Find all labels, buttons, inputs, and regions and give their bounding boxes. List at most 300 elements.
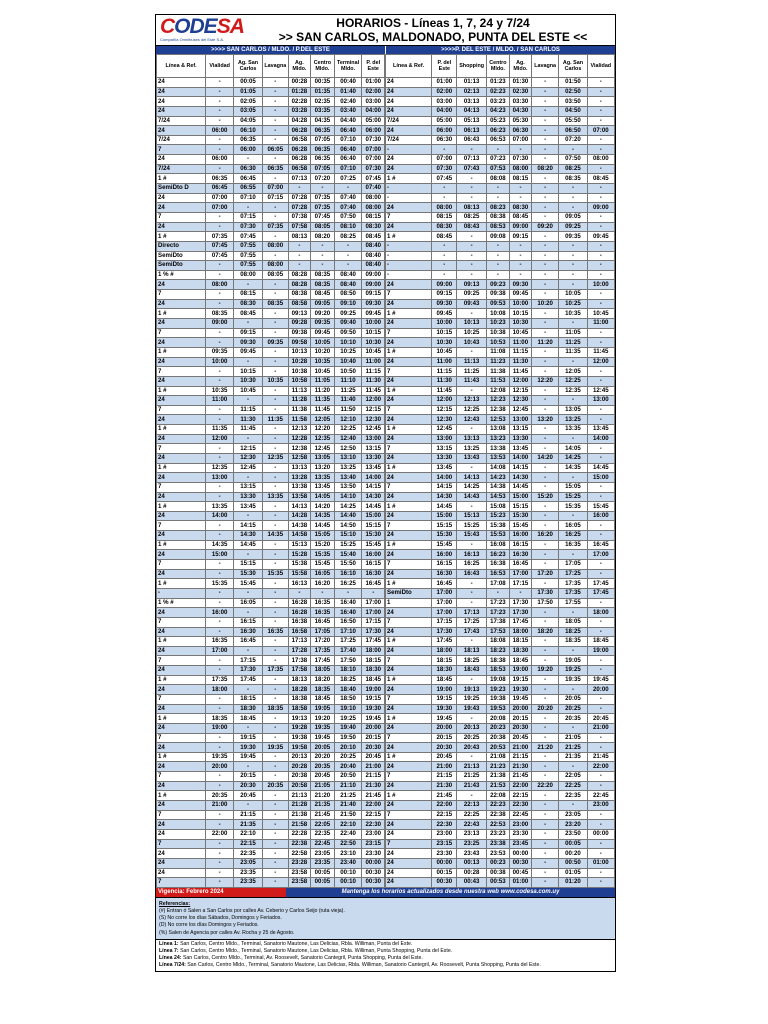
time-cell: - <box>262 511 288 521</box>
time-cell: 01:23 <box>486 78 509 88</box>
time-cell: 22:35 <box>311 829 335 839</box>
time-cell: 18:05 <box>559 617 587 627</box>
time-cell: 16:00 <box>206 608 234 618</box>
time-cell: 06:53 <box>486 135 509 145</box>
time-cell: 10:30 <box>234 376 263 386</box>
time-cell: 06:35 <box>311 126 335 136</box>
table-row <box>386 405 615 415</box>
table-row <box>386 97 615 107</box>
time-cell: - <box>587 415 614 425</box>
time-cell: - <box>559 511 587 521</box>
time-cell: 00:30 <box>362 868 385 878</box>
table-row <box>386 212 615 222</box>
time-cell: - <box>587 116 614 126</box>
time-cell: 12:50 <box>334 444 362 454</box>
time-cell: 22:15 <box>509 791 531 801</box>
time-cell: 09:00 <box>432 280 457 290</box>
time-cell: 10:25 <box>559 299 587 309</box>
time-cell: 19:45 <box>432 714 457 724</box>
time-cell: 22:23 <box>486 801 509 811</box>
time-cell: 12:30 <box>509 396 531 406</box>
line-cell: 7/24 <box>157 135 206 145</box>
line-cell: 24 <box>386 829 432 839</box>
time-cell: 07:40 <box>334 203 362 213</box>
time-cell: 21:30 <box>362 781 385 791</box>
time-cell: 02:30 <box>509 87 531 97</box>
line-cell: 7 <box>157 772 206 782</box>
time-cell: - <box>262 588 288 598</box>
time-cell: 07:35 <box>262 222 288 232</box>
time-cell: 01:35 <box>311 87 335 97</box>
line-cell: 7 <box>157 617 206 627</box>
time-cell: - <box>206 87 234 97</box>
time-cell: 04:50 <box>559 106 587 116</box>
time-cell: 17:15 <box>234 656 263 666</box>
time-cell: 16:35 <box>311 608 335 618</box>
time-cell: - <box>531 608 558 618</box>
line-cell: 7 <box>157 367 206 377</box>
line-cell: 7 <box>157 656 206 666</box>
time-cell: - <box>587 878 614 888</box>
time-cell: - <box>206 328 234 338</box>
table-row <box>386 174 615 184</box>
time-cell: 09:15 <box>234 328 263 338</box>
line-cell: 24 <box>386 743 432 753</box>
table-row <box>386 878 615 888</box>
time-cell: 16:13 <box>457 550 486 560</box>
time-cell: 21:15 <box>432 772 457 782</box>
time-cell: - <box>559 434 587 444</box>
time-cell: 18:45 <box>234 714 263 724</box>
time-cell: - <box>486 241 509 251</box>
time-cell: 09:15 <box>509 232 531 242</box>
time-cell: 14:13 <box>457 473 486 483</box>
time-cell: 18:35 <box>559 637 587 647</box>
time-cell: 00:43 <box>457 878 486 888</box>
table-row <box>386 347 615 357</box>
table-row <box>386 482 615 492</box>
time-cell: - <box>587 212 614 222</box>
column-header: Vialidad <box>206 55 234 78</box>
time-cell: - <box>262 97 288 107</box>
table-row <box>386 492 615 502</box>
time-cell: 08:00 <box>362 203 385 213</box>
table-row <box>157 588 385 598</box>
table-row <box>157 492 385 502</box>
time-cell: - <box>457 145 486 155</box>
table-row <box>157 810 385 820</box>
time-cell: - <box>262 87 288 97</box>
line-cell: 7 <box>386 290 432 300</box>
time-cell: - <box>432 270 457 280</box>
time-cell: 12:45 <box>234 463 263 473</box>
time-cell: 17:35 <box>311 646 335 656</box>
time-cell: - <box>262 714 288 724</box>
time-cell: - <box>206 521 234 531</box>
time-cell: 20:43 <box>457 743 486 753</box>
table-row <box>386 781 615 791</box>
time-cell: 07:30 <box>509 155 531 165</box>
time-cell: - <box>457 588 486 598</box>
table-row <box>386 251 615 261</box>
time-cell: 08:45 <box>432 232 457 242</box>
line-cell: 24 <box>157 820 206 830</box>
time-cell: 18:30 <box>234 704 263 714</box>
table-row <box>157 164 385 174</box>
time-cell: - <box>457 386 486 396</box>
route-text: San Carlos, Centro Mldo., Terminal, Av. Roosevelt, Sanatorio Cantegril, Punta Shopping, Punta del Este. <box>182 955 423 962</box>
time-cell: - <box>206 588 234 598</box>
table-row <box>157 347 385 357</box>
time-cell: 04:00 <box>432 106 457 116</box>
line-cell: 24 <box>386 704 432 714</box>
table-row <box>386 473 615 483</box>
time-cell: - <box>531 251 558 261</box>
line-cell: 7 <box>386 810 432 820</box>
time-cell: 19:35 <box>262 743 288 753</box>
time-cell: - <box>531 290 558 300</box>
table-row <box>386 78 615 88</box>
time-cell: - <box>262 598 288 608</box>
time-cell: 13:05 <box>559 405 587 415</box>
line-cell: 7 <box>386 560 432 570</box>
time-cell: 02:05 <box>234 97 263 107</box>
time-cell: 16:30 <box>362 569 385 579</box>
time-cell: 01:00 <box>362 78 385 88</box>
table-row <box>157 791 385 801</box>
time-cell: 21:23 <box>486 762 509 772</box>
logo-brand-mid: ODE <box>174 15 217 38</box>
table-row <box>157 849 385 859</box>
table-row <box>386 617 615 627</box>
time-cell: 13:15 <box>432 444 457 454</box>
time-cell: - <box>587 492 614 502</box>
column-header: Ag. Mldo. <box>509 55 531 78</box>
time-cell: 08:13 <box>288 232 310 242</box>
time-cell: 13:35 <box>311 473 335 483</box>
time-cell: 21:00 <box>362 762 385 772</box>
time-cell: 21:10 <box>334 781 362 791</box>
time-cell: 06:35 <box>311 145 335 155</box>
time-cell: 12:15 <box>362 405 385 415</box>
time-cell: 21:38 <box>486 772 509 782</box>
time-cell: 23:23 <box>486 829 509 839</box>
time-cell: 17:30 <box>509 608 531 618</box>
table-row <box>157 820 385 830</box>
time-cell: 22:38 <box>486 810 509 820</box>
time-cell: - <box>334 588 362 598</box>
time-cell: 20:00 <box>587 685 614 695</box>
line-cell: 24 <box>157 87 206 97</box>
time-cell: 21:15 <box>509 752 531 762</box>
table-row <box>386 627 615 637</box>
time-cell: 23:38 <box>486 839 509 849</box>
line-cell: 1 # <box>157 579 206 589</box>
time-cell: 05:23 <box>486 116 509 126</box>
time-cell: 07:30 <box>362 164 385 174</box>
column-header: Vialidad <box>587 55 614 78</box>
time-cell: - <box>432 261 457 271</box>
time-cell: - <box>206 444 234 454</box>
line-cell: 24 <box>386 569 432 579</box>
time-cell: - <box>531 106 558 116</box>
time-cell: 04:40 <box>334 116 362 126</box>
table-row <box>386 319 615 329</box>
line-cell: 24 <box>157 569 206 579</box>
time-cell: - <box>234 723 263 733</box>
time-cell: - <box>206 367 234 377</box>
time-cell: 09:58 <box>288 338 310 348</box>
table-row <box>157 878 385 888</box>
time-cell: 06:40 <box>334 155 362 165</box>
time-cell: 18:00 <box>206 685 234 695</box>
column-header: Terminal Mldo. <box>334 55 362 78</box>
time-cell: 20:28 <box>288 762 310 772</box>
time-cell: - <box>587 598 614 608</box>
time-cell: 00:30 <box>509 858 531 868</box>
time-cell: - <box>262 473 288 483</box>
time-cell: 09:45 <box>587 232 614 242</box>
time-cell: - <box>531 319 558 329</box>
time-cell: - <box>262 502 288 512</box>
time-cell: - <box>486 251 509 261</box>
time-cell: 11:13 <box>288 386 310 396</box>
reference-item: (D) No corre los días Domingos y Feriados. <box>159 922 259 929</box>
time-cell: 22:13 <box>457 801 486 811</box>
time-cell: - <box>587 617 614 627</box>
time-cell: 00:05 <box>559 839 587 849</box>
line-cell: 24 <box>157 280 206 290</box>
time-cell: - <box>559 550 587 560</box>
time-cell: - <box>432 193 457 203</box>
time-cell: 12:45 <box>311 444 335 454</box>
table-row <box>386 338 615 348</box>
line-cell: 24 <box>157 627 206 637</box>
time-cell: 19:00 <box>362 685 385 695</box>
time-cell: - <box>262 328 288 338</box>
time-cell: - <box>206 261 234 271</box>
time-cell: - <box>531 685 558 695</box>
time-cell: 18:00 <box>432 646 457 656</box>
time-cell: 23:00 <box>587 801 614 811</box>
line-cell: 24 <box>386 126 432 136</box>
time-cell: 15:13 <box>457 511 486 521</box>
time-cell: 22:35 <box>559 791 587 801</box>
time-cell: - <box>531 801 558 811</box>
time-cell: 06:35 <box>206 174 234 184</box>
time-cell: 12:38 <box>486 405 509 415</box>
table-row <box>157 829 385 839</box>
line-cell: 24 <box>157 97 206 107</box>
time-cell: 10:45 <box>234 386 263 396</box>
line-cell: 24 <box>386 608 432 618</box>
time-cell: 15:45 <box>234 579 263 589</box>
time-cell: 17:45 <box>432 637 457 647</box>
time-cell: 20:35 <box>262 781 288 791</box>
table-row <box>157 338 385 348</box>
time-cell: 12:23 <box>486 396 509 406</box>
time-cell: 13:38 <box>288 482 310 492</box>
time-cell: 03:40 <box>334 106 362 116</box>
time-cell: 16:38 <box>288 617 310 627</box>
time-cell: 23:25 <box>457 839 486 849</box>
time-cell: - <box>262 212 288 222</box>
time-cell: - <box>334 251 362 261</box>
line-cell: 1 # <box>386 579 432 589</box>
line-cell: 24 <box>386 203 432 213</box>
time-cell: 09:35 <box>262 338 288 348</box>
time-cell: 17:08 <box>486 579 509 589</box>
time-cell: - <box>509 241 531 251</box>
time-cell: 14:05 <box>559 444 587 454</box>
time-cell: 14:25 <box>334 502 362 512</box>
time-cell: - <box>262 347 288 357</box>
time-cell: - <box>531 174 558 184</box>
time-cell: 17:43 <box>457 627 486 637</box>
time-cell: 07:35 <box>206 232 234 242</box>
time-cell: 11:45 <box>234 425 263 435</box>
time-cell: 12:35 <box>311 434 335 444</box>
time-cell: 14:45 <box>311 521 335 531</box>
time-cell: 10:08 <box>486 309 509 319</box>
table-row <box>157 801 385 811</box>
time-cell: - <box>206 781 234 791</box>
table-row <box>157 367 385 377</box>
reference-item: (#) Entran ó Salen a San Carlos por calles Av. Ceberio y Carlos Seijo (ruta vieja). <box>159 908 345 915</box>
time-cell: 17:45 <box>362 637 385 647</box>
time-cell: 06:00 <box>206 126 234 136</box>
line-cell: 7 <box>386 521 432 531</box>
time-cell: - <box>288 251 310 261</box>
line-cell: 7 <box>157 733 206 743</box>
time-cell: 16:45 <box>509 560 531 570</box>
time-cell: 13:40 <box>334 473 362 483</box>
time-cell: - <box>206 810 234 820</box>
time-cell: - <box>262 839 288 849</box>
time-cell: - <box>234 550 263 560</box>
time-cell: 19:10 <box>334 704 362 714</box>
time-cell: 22:15 <box>362 810 385 820</box>
time-cell: 18:35 <box>206 714 234 724</box>
time-cell: 22:08 <box>486 791 509 801</box>
time-cell: 18:13 <box>457 646 486 656</box>
time-cell: 10:05 <box>311 338 335 348</box>
time-cell: - <box>262 357 288 367</box>
time-cell: 15:00 <box>206 550 234 560</box>
time-cell: 12:43 <box>457 415 486 425</box>
time-cell: 15:30 <box>362 531 385 541</box>
time-cell: 07:28 <box>288 203 310 213</box>
time-cell: 17:13 <box>288 637 310 647</box>
time-cell: 20:35 <box>311 762 335 772</box>
time-cell: - <box>262 319 288 329</box>
time-cell: - <box>531 386 558 396</box>
time-cell: - <box>206 598 234 608</box>
time-cell: 07:00 <box>509 135 531 145</box>
line-cell: 24 <box>386 723 432 733</box>
time-cell: 11:53 <box>486 376 509 386</box>
time-cell: 15:35 <box>262 569 288 579</box>
time-cell: 14:00 <box>362 473 385 483</box>
line-cell: 1 % # <box>157 598 206 608</box>
time-cell: 18:58 <box>288 704 310 714</box>
time-cell: 09:00 <box>362 270 385 280</box>
time-cell: 18:25 <box>457 656 486 666</box>
timetable-return <box>385 54 615 888</box>
time-cell: - <box>531 184 558 194</box>
table-row <box>157 405 385 415</box>
time-cell: 23:00 <box>432 829 457 839</box>
time-cell: 20:20 <box>531 704 558 714</box>
time-cell: - <box>509 193 531 203</box>
table-row <box>386 752 615 762</box>
time-cell: 19:15 <box>432 695 457 705</box>
line-cell: Directo <box>157 241 206 251</box>
time-cell: 19:13 <box>457 685 486 695</box>
table-row <box>157 617 385 627</box>
table-row <box>157 126 385 136</box>
time-cell: 17:05 <box>559 560 587 570</box>
time-cell: 15:15 <box>509 502 531 512</box>
time-cell: 16:45 <box>362 579 385 589</box>
time-cell: - <box>262 78 288 88</box>
time-cell: - <box>234 801 263 811</box>
time-cell: - <box>262 868 288 878</box>
line-cell: 7 <box>157 328 206 338</box>
time-cell: 18:08 <box>486 637 509 647</box>
time-cell: 13:25 <box>334 463 362 473</box>
time-cell: 21:08 <box>486 752 509 762</box>
time-cell: - <box>531 858 558 868</box>
time-cell: 21:45 <box>362 791 385 801</box>
time-cell: 11:28 <box>288 396 310 406</box>
time-cell: 17:20 <box>531 569 558 579</box>
time-cell: - <box>234 473 263 483</box>
time-cell: 22:05 <box>311 820 335 830</box>
time-cell: 20:05 <box>559 695 587 705</box>
column-header: Línea & Ref. <box>157 55 206 78</box>
time-cell: 17:00 <box>587 550 614 560</box>
time-cell: 07:45 <box>206 241 234 251</box>
time-cell: 06:40 <box>334 145 362 155</box>
time-cell: 10:00 <box>432 319 457 329</box>
table-row <box>386 839 615 849</box>
line-cell: 7 <box>386 482 432 492</box>
line-cell: - <box>386 184 432 194</box>
time-cell: 07:10 <box>334 164 362 174</box>
time-cell: - <box>234 155 263 165</box>
table-row <box>386 695 615 705</box>
time-cell: 17:45 <box>234 675 263 685</box>
line-cell: SemiDto D <box>157 184 206 194</box>
time-cell: 04:13 <box>457 106 486 116</box>
line-cell: 1 # <box>386 714 432 724</box>
time-cell: 21:50 <box>334 810 362 820</box>
table-row <box>386 328 615 338</box>
time-cell: 06:35 <box>311 155 335 165</box>
time-cell: 10:20 <box>531 299 558 309</box>
time-cell: 12:58 <box>288 453 310 463</box>
time-cell: 21:13 <box>288 791 310 801</box>
time-cell: 02:00 <box>432 87 457 97</box>
time-cell: 21:00 <box>587 723 614 733</box>
table-row <box>157 453 385 463</box>
time-cell: 07:45 <box>206 251 234 261</box>
time-cell: - <box>559 193 587 203</box>
time-cell: 15:05 <box>559 482 587 492</box>
time-cell: 11:15 <box>362 367 385 377</box>
time-cell: 08:45 <box>234 309 263 319</box>
